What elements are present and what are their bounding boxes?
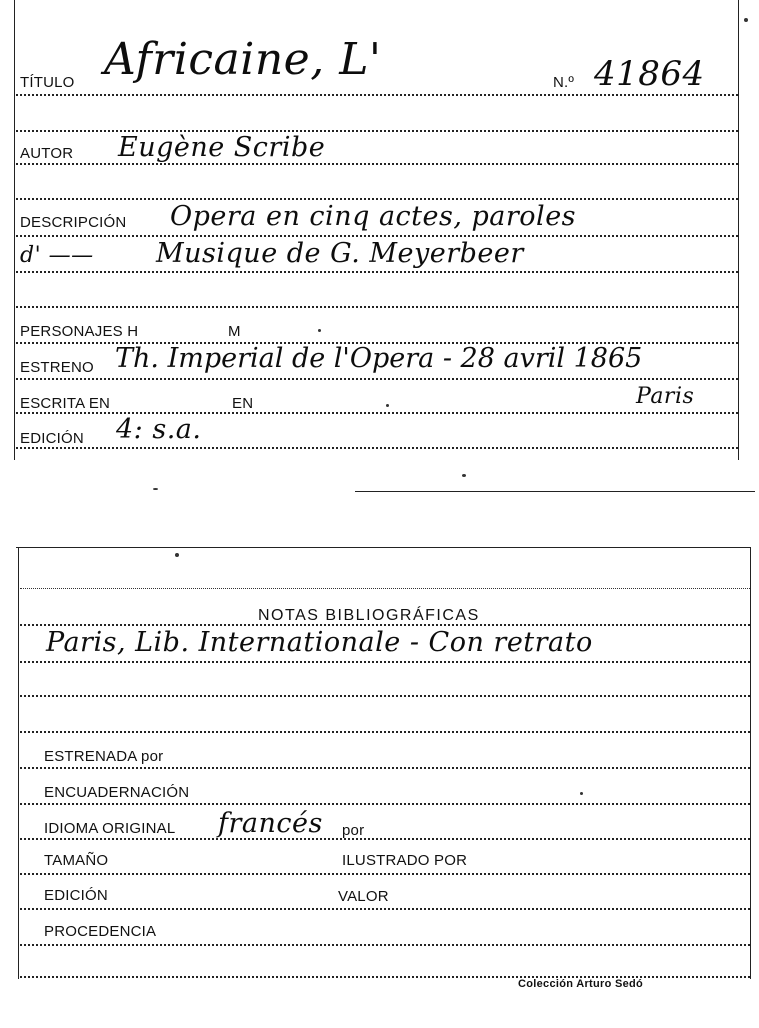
lower-card-left-border	[18, 547, 19, 979]
ruled-line	[20, 838, 750, 840]
procedencia-label: PROCEDENCIA	[44, 923, 157, 940]
idioma-por-label: por	[342, 822, 365, 839]
ruled-line	[16, 378, 738, 380]
edicion-value: 4: s.a.	[116, 414, 202, 445]
autor-value: Eugène Scribe	[118, 132, 326, 163]
numero-value: 41864	[594, 54, 705, 94]
lower-card-top-edge	[16, 547, 751, 548]
ruled-line	[20, 731, 750, 733]
descripcion-line2: Musique de G. Meyerbeer	[156, 238, 524, 269]
valor-label: VALOR	[338, 888, 389, 905]
notas-label: NOTAS BIBLIOGRÁFICAS	[258, 607, 480, 624]
ruled-line	[20, 661, 750, 663]
coleccion-credit: Colección Arturo Sedó	[518, 978, 644, 990]
encuadernacion-label: ENCUADERNACIÓN	[44, 784, 190, 801]
ruled-line	[16, 198, 738, 200]
ruled-line	[20, 588, 750, 589]
descripcion-line1: Opera en cinq actes, paroles	[170, 201, 577, 232]
ink-speck	[580, 792, 583, 795]
ink-speck	[462, 474, 466, 477]
ruled-line	[20, 803, 750, 805]
ruled-line	[16, 447, 738, 449]
ink-speck	[744, 18, 748, 22]
ruled-line	[16, 235, 738, 237]
descripcion-line2-prefix: d' ——	[20, 243, 94, 268]
ruled-line	[20, 767, 750, 769]
ruled-line	[20, 695, 750, 697]
ruled-line	[16, 94, 738, 96]
personajes-m-label: M	[228, 323, 241, 340]
ruled-line	[16, 271, 738, 273]
ink-speck	[175, 553, 179, 557]
upper-card-left-border	[14, 0, 15, 460]
ruled-line	[20, 944, 750, 946]
idioma-value: francés	[218, 808, 323, 839]
titulo-value: Africaine, L'	[104, 34, 382, 85]
personajes-h-label: PERSONAJES H	[20, 323, 139, 340]
tamano-label: TAMAÑO	[44, 852, 109, 869]
upper-card-bottom-edge	[355, 491, 755, 492]
titulo-label: TÍTULO	[20, 74, 75, 91]
edicion-label: EDICIÓN	[20, 430, 84, 447]
ink-speck	[153, 488, 158, 490]
estrenada-label: ESTRENADA por	[44, 748, 164, 765]
escrita-en-label-2: EN	[232, 395, 254, 412]
estreno-value: Th. Imperial de l'Opera - 28 avril 1865	[115, 343, 643, 374]
ink-speck	[386, 404, 389, 407]
notas-value: Paris, Lib. Internationale - Con retrato	[46, 627, 593, 658]
ruled-line	[16, 163, 738, 165]
numero-label: N.º	[553, 74, 575, 91]
lower-card-right-border	[750, 547, 751, 979]
idioma-label: IDIOMA ORIGINAL	[44, 820, 176, 837]
escrita-en-label: ESCRITA EN	[20, 395, 111, 412]
upper-card-right-border	[738, 0, 739, 460]
ruled-line	[16, 306, 738, 308]
lower-edicion-label: EDICIÓN	[44, 887, 108, 904]
ruled-line	[20, 908, 750, 910]
ilustrado-label: ILUSTRADO POR	[342, 852, 468, 869]
estreno-label: ESTRENO	[20, 359, 94, 376]
ruled-line	[20, 873, 750, 875]
ink-speck	[318, 329, 321, 332]
escrita-place: Paris	[636, 384, 695, 409]
autor-label: AUTOR	[20, 145, 74, 162]
descripcion-label: DESCRIPCIÓN	[20, 214, 127, 231]
